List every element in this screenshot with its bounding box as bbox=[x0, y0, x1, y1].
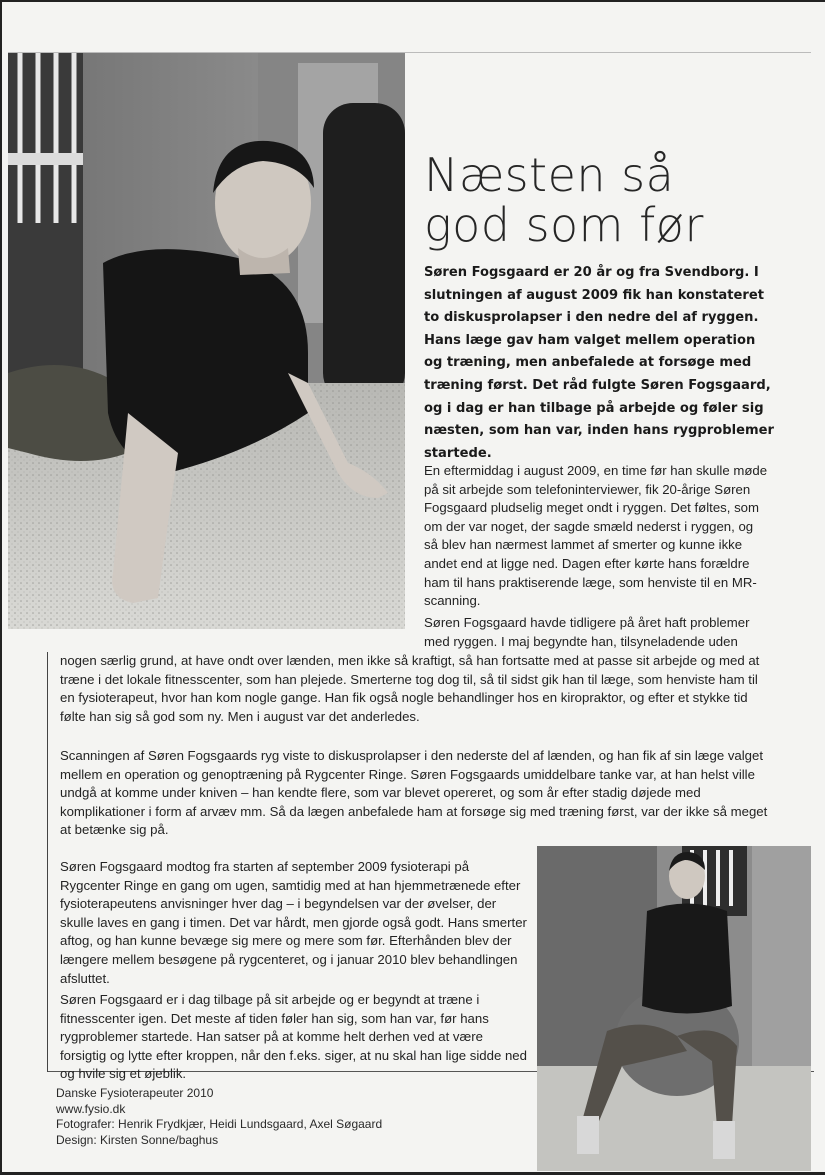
body-paragraph-2-top: Søren Fogsgaard havde tidligere på året haft problemer med ryggen. I maj begyndte han, tilsyneladende uden bbox=[424, 615, 750, 649]
credits-block bbox=[56, 1086, 382, 1148]
body-paragraph-5: Søren Fogsgaard er i dag tilbage på sit arbejde og er begyndt at træne i fitnesscenter igen. Det meste af tiden føler han sig, som han var, før hans rygproblemer startede. Han satser på at komme helt derhen ved at være forsigtig og lytte efter kroppen, når den f.eks. siger, at nu skal han lige sidde ned og hvile sig et øjeblik. bbox=[60, 992, 527, 1082]
body-paragraph-4: Søren Fogsgaard modtog fra starten af september 2009 fysioterapi på Rygcenter Ringe en gang om ugen, samtidig med at han hjemmetrænede efter fysioterapeutens anvisninger hver dag – i begyndelsen var der øvelser, der skulle laves en gang i timen. Det var hårdt, men gjorde også godt. Hans smerter aftog, og han kunne bevæge sig mere og mere som før. Efterhånden blev der længere mellem besøgene på rygcenteret, og i januar 2010 blev behandlingen afsluttet. bbox=[60, 859, 527, 986]
credits-design: Design: Kirsten Sonne/baghus bbox=[56, 1132, 219, 1147]
exercise-ball-photo bbox=[537, 846, 811, 1171]
credits-photographers: Fotografer: Henrik Frydkjær, Heidi Lundsgaard, Axel Søgaard bbox=[56, 1117, 383, 1132]
scan-edge-top bbox=[0, 0, 825, 2]
body-paragraph-1: En eftermiddag i august 2009, en time før han skulle møde på sit arbejde som telefoninterviewer, fik 20-årige Søren Fogsgaard pludselig meget ondt i ryggen. Det føltes, som om der var noget, der sagde smæld nederst i ryggen, og så blev han nærmest lammet af smerter og kunne ikke andet end at ligge ned. Dagen efter kørte hans forældre ham til hans praktiserende læge, som henviste til en MR-scanning. bbox=[424, 463, 768, 609]
main-photo bbox=[8, 53, 405, 629]
title-line-1: Næsten så bbox=[424, 148, 675, 202]
title-line-2: god som før bbox=[424, 198, 704, 252]
body-paragraph-3: Scanningen af Søren Fogsgaards ryg viste to diskusprolapser i den nederste del af lænden, og han fik af sin læge valget mellem en operation og genoptræning på Rygcenter Ringe. Søren Fogsgaards umiddelbare tanke var, at han helst ville undgå at komme under kniven – han kendte flere, som var blevet opereret, og som år efter stadig døjede med komplikationer i form af arvæv mm. Så da lægen anbefalede ham at forsøge sig med træning først, var der ikke så meget at betænke sig på. bbox=[60, 748, 768, 838]
scan-edge-left bbox=[0, 0, 2, 1175]
credits-website: www.fysio.dk bbox=[56, 1101, 126, 1116]
body-paragraph-2-rest: nogen særlig grund, at have ondt over lænden, men ikke så kraftigt, så han fortsatte med at passe sit arbejde og med at træne i det lokale fitnesscenter, som han plejede. Smerterne tog dog til, så til sidst gik han til læge, som henviste ham til en fysioterapeut, hvor han kom nogle gange. Han fik også nogle behandlinger hos en kiropraktor, og efter et stykke tid følte han sig så god som ny. Men i august var det anderledes. bbox=[60, 653, 760, 724]
article-title bbox=[424, 150, 814, 250]
credits-publication: Danske Fysioterapeuter 2010 bbox=[56, 1086, 214, 1100]
body-column-rule bbox=[47, 652, 48, 1072]
lead-paragraph: Søren Fogsgaard er 20 år og fra Svendborg. I slutningen af august 2009 fik han konstateret to diskusprolapser i den nedre del af ryggen. Hans læge gav ham valget mellem operation og træning, men anbefalede at forsøge med træning først. Det råd fulgte Søren Fogsgaard, og i dag er han tilbage på arbejde og føler sig næsten, som han var, inden hans rygproblemer startede. bbox=[424, 265, 774, 461]
